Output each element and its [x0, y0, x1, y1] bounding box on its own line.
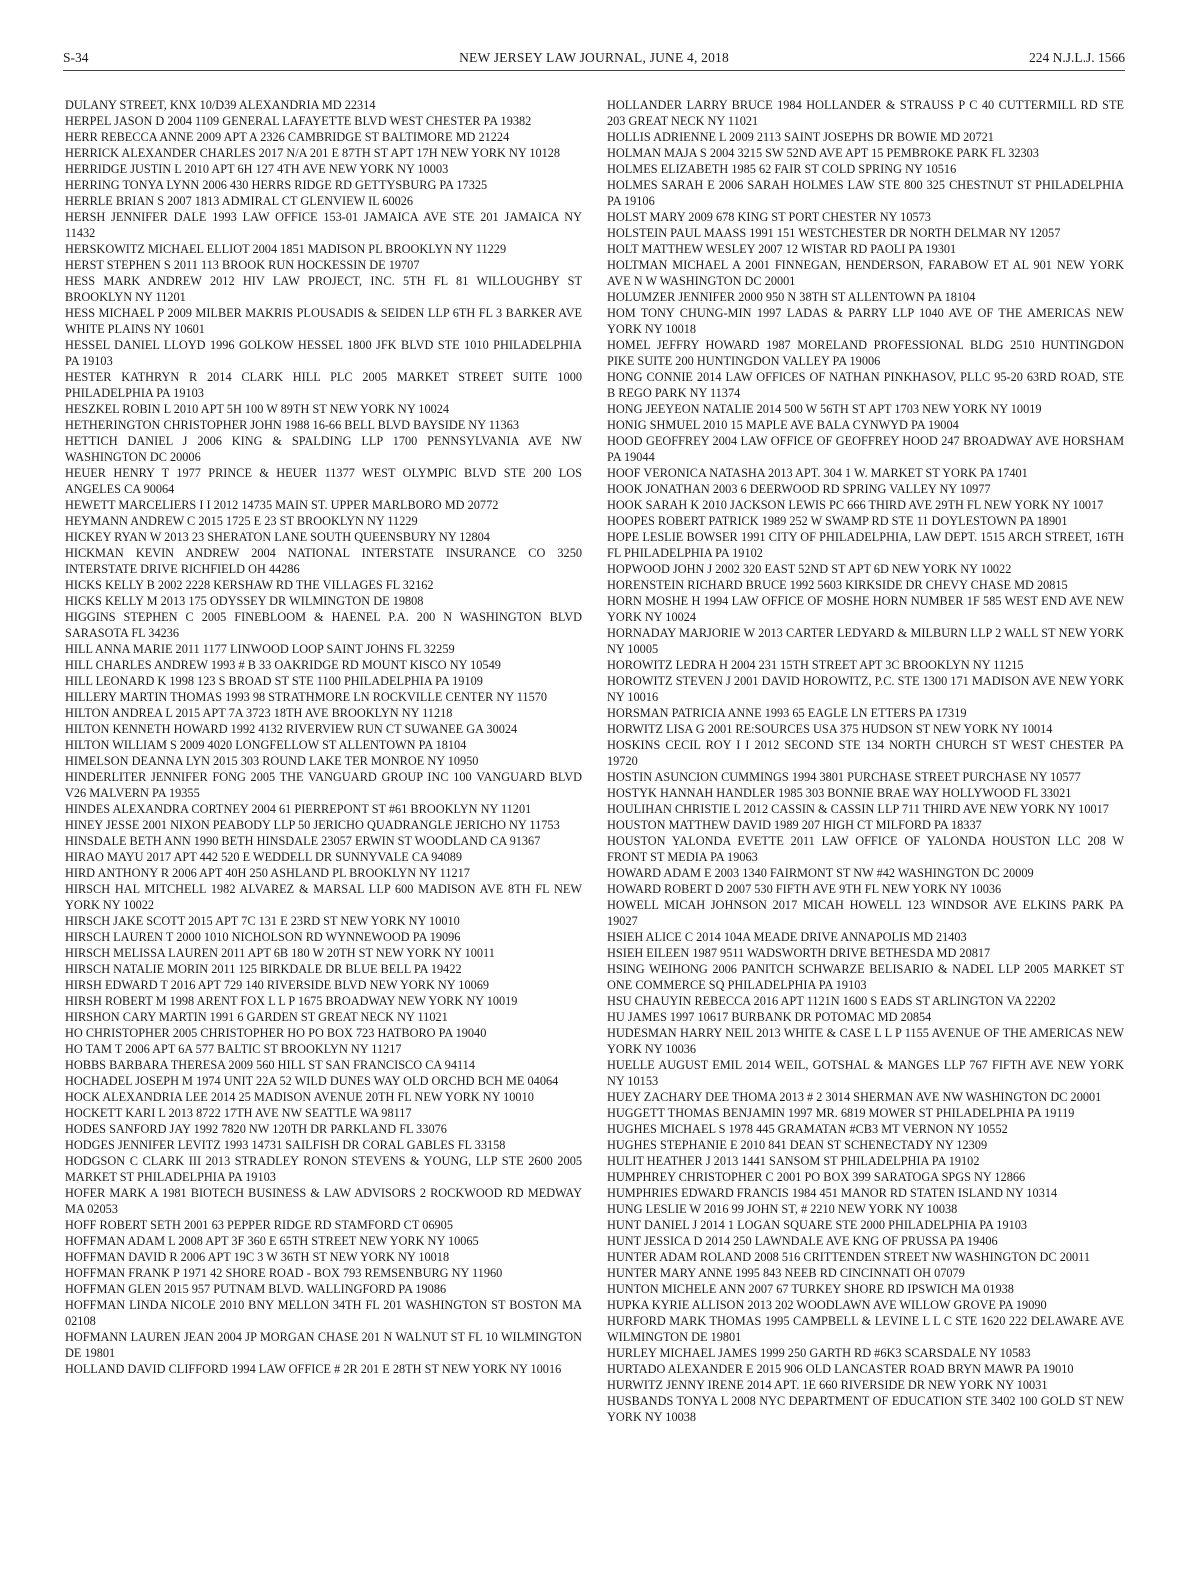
directory-entry: HOOK JONATHAN 2003 6 DEERWOOD RD SPRING VALLEY NY 10977 [607, 482, 991, 496]
directory-entry: HOOK SARAH K 2010 JACKSON LEWIS PC 666 THIRD AVE 29TH FL NEW YORK NY 10017 [607, 498, 1104, 512]
directory-entry: HURFORD MARK THOMAS 1995 CAMPBELL & LEVINE L L C STE 1620 222 DELAWARE AVE WILMINGTON DE 19801 [607, 1314, 1124, 1344]
directory-entry: HOSKINS CECIL ROY I I 2012 SECOND STE 134 NORTH CHURCH ST WEST CHESTER PA 19720 [607, 738, 1124, 768]
directory-entry: HERST STEPHEN S 2011 113 BROOK RUN HOCKESSIN DE 19707 [65, 258, 420, 272]
directory-entry: HIRSCH HAL MITCHELL 1982 ALVAREZ & MARSAL LLP 600 MADISON AVE 8TH FL NEW YORK NY 10022 [65, 882, 582, 912]
directory-entry: HETTICH DANIEL J 2006 KING & SPALDING LLP 1700 PENNSYLVANIA AVE NW WASHINGTON DC 20006 [65, 434, 582, 464]
directory-entry: HERRIDGE JUSTIN L 2010 APT 6H 127 4TH AVE NEW YORK NY 10003 [65, 162, 449, 176]
directory-entry: HIMELSON DEANNA LYN 2015 303 ROUND LAKE TER MONROE NY 10950 [65, 754, 479, 768]
directory-entry: HOFMANN LAUREN JEAN 2004 JP MORGAN CHASE 201 N WALNUT ST FL 10 WILMINGTON DE 19801 [65, 1330, 582, 1360]
directory-entry: HILTON ANDREA L 2015 APT 7A 3723 18TH AVE BROOKLYN NY 11218 [65, 706, 453, 720]
directory-entry: HIGGINS STEPHEN C 2005 FINEBLOOM & HAENEL P.A. 200 N WASHINGTON BLVD SARASOTA FL 34236 [65, 610, 582, 640]
directory-entry: HERR REBECCA ANNE 2009 APT A 2326 CAMBRIDGE ST BALTIMORE MD 21224 [65, 130, 510, 144]
directory-entry: HOWELL MICAH JOHNSON 2017 MICAH HOWELL 123 WINDSOR AVE ELKINS PARK PA 19027 [607, 898, 1124, 928]
directory-entry: HICKS KELLY M 2013 175 ODYSSEY DR WILMINGTON DE 19808 [65, 594, 424, 608]
directory-entry: HOFFMAN GLEN 2015 957 PUTNAM BLVD. WALLINGFORD PA 19086 [65, 1282, 447, 1296]
directory-entry: HSU CHAUYIN REBECCA 2016 APT 1121N 1600 S EADS ST ARLINGTON VA 22202 [607, 994, 1056, 1008]
directory-entry: HIRSCH MELISSA LAUREN 2011 APT 6B 180 W 20TH ST NEW YORK NY 10011 [65, 946, 495, 960]
directory-entry: HERPEL JASON D 2004 1109 GENERAL LAFAYETTE BLVD WEST CHESTER PA 19382 [65, 114, 532, 128]
directory-entry: HESTER KATHRYN R 2014 CLARK HILL PLC 2005 MARKET STREET SUITE 1000 PHILADELPHIA PA 19103 [65, 370, 582, 400]
directory-entry: HOCK ALEXANDRIA LEE 2014 25 MADISON AVENUE 20TH FL NEW YORK NY 10010 [65, 1090, 534, 1104]
directory-entry: HEYMANN ANDREW C 2015 1725 E 23 ST BROOKLYN NY 11229 [65, 514, 418, 528]
directory-entry: HONG JEEYEON NATALIE 2014 500 W 56TH ST APT 1703 NEW YORK NY 10019 [607, 402, 1042, 416]
directory-entry: HOPWOOD JOHN J 2002 320 EAST 52ND ST APT 6D NEW YORK NY 10022 [607, 562, 1012, 576]
directory-entry: HORSMAN PATRICIA ANNE 1993 65 EAGLE LN ETTERS PA 17319 [607, 706, 967, 720]
directory-entry: HOFER MARK A 1981 BIOTECH BUSINESS & LAW ADVISORS 2 ROCKWOOD RD MEDWAY MA 02053 [65, 1186, 582, 1216]
directory-entry: HIRSH EDWARD T 2016 APT 729 140 RIVERSIDE BLVD NEW YORK NY 10069 [65, 978, 490, 992]
directory-entry: HEWETT MARCELIERS I I 2012 14735 MAIN ST. UPPER MARLBORO MD 20772 [65, 498, 499, 512]
directory-entry: HESSEL DANIEL LLOYD 1996 GOLKOW HESSEL 1800 JFK BLVD STE 1010 PHILADELPHIA PA 19103 [65, 338, 582, 368]
directory-entry: HIRSCH JAKE SCOTT 2015 APT 7C 131 E 23RD ST NEW YORK NY 10010 [65, 914, 460, 928]
directory-entry: HONG CONNIE 2014 LAW OFFICES OF NATHAN PINKHASOV, PLLC 95-20 63RD ROAD, STE B REGO PARK NY 11374 [607, 370, 1124, 400]
directory-entry: HURWITZ JENNY IRENE 2014 APT. 1E 660 RIVERSIDE DR NEW YORK NY 10031 [607, 1378, 1048, 1392]
directory-entry: HURTADO ALEXANDER E 2015 906 OLD LANCASTER ROAD BRYN MAWR PA 19010 [607, 1362, 1074, 1376]
directory-entry: HOFF ROBERT SETH 2001 63 PEPPER RIDGE RD STAMFORD CT 06905 [65, 1218, 453, 1232]
directory-entry: HIRSH ROBERT M 1998 ARENT FOX L L P 1675 BROADWAY NEW YORK NY 10019 [65, 994, 518, 1008]
directory-entry: DULANY STREET, KNX 10/D39 ALEXANDRIA MD 22314 [65, 98, 376, 112]
directory-entry: HUEY ZACHARY DEE THOMA 2013 # 2 3014 SHERMAN AVE NW WASHINGTON DC 20001 [607, 1090, 1102, 1104]
directory-entry: HERSH JENNIFER DALE 1993 LAW OFFICE 153-01 JAMAICA AVE STE 201 JAMAICA NY 11432 [65, 210, 582, 240]
directory-entry: HOWARD ROBERT D 2007 530 FIFTH AVE 9TH FL NEW YORK NY 10036 [607, 882, 1002, 896]
directory-entry: HORN MOSHE H 1994 LAW OFFICE OF MOSHE HORN NUMBER 1F 585 WEST END AVE NEW YORK NY 10024 [607, 594, 1124, 624]
publication-title: NEW JERSEY LAW JOURNAL, JUNE 4, 2018 [459, 50, 729, 65]
directory-entry: HUNT JESSICA D 2014 250 LAWNDALE AVE KNG OF PRUSSA PA 19406 [607, 1234, 998, 1248]
directory-entry: HUGHES STEPHANIE E 2010 841 DEAN ST SCHENECTADY NY 12309 [607, 1138, 988, 1152]
directory-entry: HILTON KENNETH HOWARD 1992 4132 RIVERVIEW RUN CT SUWANEE GA 30024 [65, 722, 518, 736]
directory-entry: HINDES ALEXANDRA CORTNEY 2004 61 PIERREPONT ST #61 BROOKLYN NY 11201 [65, 802, 532, 816]
directory-entry: HUNG LESLIE W 2016 99 JOHN ST, # 2210 NEW YORK NY 10038 [607, 1202, 958, 1216]
directory-entry: HOROWITZ STEVEN J 2001 DAVID HOROWITZ, P.C. STE 1300 171 MADISON AVE NEW YORK NY 10016 [607, 674, 1124, 704]
directory-entry: HOOF VERONICA NATASHA 2013 APT. 304 1 W. MARKET ST YORK PA 17401 [607, 466, 1028, 480]
directory-entry: HOCHADEL JOSEPH M 1974 UNIT 22A 52 WILD DUNES WAY OLD ORCHD BCH ME 04064 [65, 1074, 559, 1088]
directory-entry: HINDERLITER JENNIFER FONG 2005 THE VANGUARD GROUP INC 100 VANGUARD BLVD V26 MALVERN PA 19355 [65, 770, 582, 800]
directory-entry: HESZKEL ROBIN L 2010 APT 5H 100 W 89TH ST NEW YORK NY 10024 [65, 402, 450, 416]
directory-entry: HORNADAY MARJORIE W 2013 CARTER LEDYARD & MILBURN LLP 2 WALL ST NEW YORK NY 10005 [607, 626, 1124, 656]
directory-entry: HOSTYK HANNAH HANDLER 1985 303 BONNIE BRAE WAY HOLLYWOOD FL 33021 [607, 786, 1072, 800]
directory-entry: HORENSTEIN RICHARD BRUCE 1992 5603 KIRKSIDE DR CHEVY CHASE MD 20815 [607, 578, 1068, 592]
directory-entry: HETHERINGTON CHRISTOPHER JOHN 1988 16-66 BELL BLVD BAYSIDE NY 11363 [65, 418, 519, 432]
directory-entry: HOLLIS ADRIENNE L 2009 2113 SAINT JOSEPHS DR BOWIE MD 20721 [607, 130, 994, 144]
directory-entry: HICKEY RYAN W 2013 23 SHERATON LANE SOUTH QUEENSBURY NY 12804 [65, 530, 490, 544]
directory-entry: HOFFMAN ADAM L 2008 APT 3F 360 E 65TH STREET NEW YORK NY 10065 [65, 1234, 479, 1248]
directory-entry: HO TAM T 2006 APT 6A 577 BALTIC ST BROOKLYN NY 11217 [65, 1042, 402, 1056]
directory-entry: HIRSHON CARY MARTIN 1991 6 GARDEN ST GREAT NECK NY 11021 [65, 1010, 448, 1024]
directory-entry: HERRLE BRIAN S 2007 1813 ADMIRAL CT GLENVIEW IL 60026 [65, 194, 414, 208]
page-number: S-34 [63, 50, 89, 65]
directory-entry: HURLEY MICHAEL JAMES 1999 250 GARTH RD #6K3 SCARSDALE NY 10583 [607, 1346, 1031, 1360]
directory-entry: HESS MICHAEL P 2009 MILBER MAKRIS PLOUSADIS & SEIDEN LLP 6TH FL 3 BARKER AVE WHITE PLAINS NY 10601 [65, 306, 582, 336]
directory-entry: HOLMES SARAH E 2006 SARAH HOLMES LAW STE 800 325 CHESTNUT ST PHILADELPHIA PA 19106 [607, 178, 1124, 208]
directory-entry: HOOPES ROBERT PATRICK 1989 252 W SWAMP RD STE 11 DOYLESTOWN PA 18901 [607, 514, 1068, 528]
directory-entry: HOFFMAN DAVID R 2006 APT 19C 3 W 36TH ST NEW YORK NY 10018 [65, 1250, 450, 1264]
directory-entry: HOLMAN MAJA S 2004 3215 SW 52ND AVE APT 15 PEMBROKE PARK FL 32303 [607, 146, 1039, 160]
directory-entry: HOCKETT KARI L 2013 8722 17TH AVE NW SEATTLE WA 98117 [65, 1106, 412, 1120]
directory-entry: HOULIHAN CHRISTIE L 2012 CASSIN & CASSIN LLP 711 THIRD AVE NEW YORK NY 10017 [607, 802, 1109, 816]
directory-entry: HIRAO MAYU 2017 APT 442 520 E WEDDELL DR SUNNYVALE CA 94089 [65, 850, 463, 864]
directory-entry: HUELLE AUGUST EMIL 2014 WEIL, GOTSHAL & MANGES LLP 767 FIFTH AVE NEW YORK NY 10153 [607, 1058, 1124, 1088]
directory-entry: HU JAMES 1997 10617 BURBANK DR POTOMAC MD 20854 [607, 1010, 932, 1024]
directory-entry: HOLST MARY 2009 678 KING ST PORT CHESTER NY 10573 [607, 210, 931, 224]
directory-entry: HONIG SHMUEL 2010 15 MAPLE AVE BALA CYNWYD PA 19004 [607, 418, 959, 432]
directory-entry: HOROWITZ LEDRA H 2004 231 15TH STREET APT 3C BROOKLYN NY 11215 [607, 658, 1024, 672]
directory-entry: HUGHES MICHAEL S 1978 445 GRAMATAN #CB3 MT VERNON NY 10552 [607, 1122, 1008, 1136]
left-column [65, 97, 582, 1377]
directory-entry: HOLLAND DAVID CLIFFORD 1994 LAW OFFICE # 2R 201 E 28TH ST NEW YORK NY 10016 [65, 1362, 562, 1376]
directory-entry: HILLERY MARTIN THOMAS 1993 98 STRATHMORE LN ROCKVILLE CENTER NY 11570 [65, 690, 548, 704]
directory-entry: HODGES JENNIFER LEVITZ 1993 14731 SAILFISH DR CORAL GABLES FL 33158 [65, 1138, 506, 1152]
directory-entry: HOSTIN ASUNCION CUMMINGS 1994 3801 PURCHASE STREET PURCHASE NY 10577 [607, 770, 1081, 784]
directory-entry: HOUSTON YALONDA EVETTE 2011 LAW OFFICE OF YALONDA HOUSTON LLC 208 W FRONT ST MEDIA PA 19063 [607, 834, 1124, 864]
directory-entry: HOLMES ELIZABETH 1985 62 FAIR ST COLD SPRING NY 10516 [607, 162, 957, 176]
directory-entry: HERSKOWITZ MICHAEL ELLIOT 2004 1851 MADISON PL BROOKLYN NY 11229 [65, 242, 507, 256]
directory-entry: HOWARD ADAM E 2003 1340 FAIRMONT ST NW #42 WASHINGTON DC 20009 [607, 866, 1034, 880]
page-header [63, 50, 1125, 71]
directory-entry: HICKS KELLY B 2002 2228 KERSHAW RD THE VILLAGES FL 32162 [65, 578, 434, 592]
directory-entry: HUSBANDS TONYA L 2008 NYC DEPARTMENT OF EDUCATION STE 3402 100 GOLD ST NEW YORK NY 10038 [607, 1394, 1124, 1424]
directory-entry: HSIEH ALICE C 2014 104A MEADE DRIVE ANNAPOLIS MD 21403 [607, 930, 967, 944]
directory-entry: HOLSTEIN PAUL MAASS 1991 151 WESTCHESTER DR NORTH DELMAR NY 12057 [607, 226, 1061, 240]
directory-entry: HODGSON C CLARK III 2013 STRADLEY RONON STEVENS & YOUNG, LLP STE 2600 2005 MARKET ST PHILADELPHIA PA 19103 [65, 1154, 582, 1184]
directory-entry: HOM TONY CHUNG-MIN 1997 LADAS & PARRY LLP 1040 AVE OF THE AMERICAS NEW YORK NY 10018 [607, 306, 1124, 336]
directory-entry: HSING WEIHONG 2006 PANITCH SCHWARZE BELISARIO & NADEL LLP 2005 MARKET ST ONE COMMERCE SQ PHILADELPHIA PA 19103 [607, 962, 1124, 992]
directory-entry: HUNTER MARY ANNE 1995 843 NEEB RD CINCINNATI OH 07079 [607, 1266, 965, 1280]
directory-entry: HOLTMAN MICHAEL A 2001 FINNEGAN, HENDERSON, FARABOW ET AL 901 NEW YORK AVE N W WASHINGTON DC 20001 [607, 258, 1124, 288]
directory-entry: HILL ANNA MARIE 2011 1177 LINWOOD LOOP SAINT JOHNS FL 32259 [65, 642, 455, 656]
directory-entry: HOFFMAN FRANK P 1971 42 SHORE ROAD - BOX 793 REMSENBURG NY 11960 [65, 1266, 503, 1280]
directory-entry: HUGGETT THOMAS BENJAMIN 1997 MR. 6819 MOWER ST PHILADELPHIA PA 19119 [607, 1106, 1075, 1120]
directory-entry: HUMPHRIES EDWARD FRANCIS 1984 451 MANOR RD STATEN ISLAND NY 10314 [607, 1186, 1058, 1200]
directory-entry: HUDESMAN HARRY NEIL 2013 WHITE & CASE L L P 1155 AVENUE OF THE AMERICAS NEW YORK NY 10036 [607, 1026, 1124, 1056]
directory-entry: HOMEL JEFFRY HOWARD 1987 MORELAND PROFESSIONAL BLDG 2510 HUNTINGDON PIKE SUITE 200 HUNTINGDON VALLEY PA 19006 [607, 338, 1124, 368]
directory-entry: HUNTER ADAM ROLAND 2008 516 CRITTENDEN STREET NW WASHINGTON DC 20011 [607, 1250, 1090, 1264]
directory-entry: HORWITZ LISA G 2001 RE:SOURCES USA 375 HUDSON ST NEW YORK NY 10014 [607, 722, 1053, 736]
right-column [607, 97, 1124, 1425]
directory-entry: HOBBS BARBARA THERESA 2009 560 HILL ST SAN FRANCISCO CA 94114 [65, 1058, 475, 1072]
directory-entry: HERRICK ALEXANDER CHARLES 2017 N/A 201 E 87TH ST APT 17H NEW YORK NY 10128 [65, 146, 561, 160]
directory-entry: HINEY JESSE 2001 NIXON PEABODY LLP 50 JERICHO QUADRANGLE JERICHO NY 11753 [65, 818, 560, 832]
directory-entry: HEUER HENRY T 1977 PRINCE & HEUER 11377 WEST OLYMPIC BLVD STE 200 LOS ANGELES CA 90064 [65, 466, 582, 496]
directory-entry: HILTON WILLIAM S 2009 4020 LONGFELLOW ST ALLENTOWN PA 18104 [65, 738, 467, 752]
directory-entry: HESS MARK ANDREW 2012 HIV LAW PROJECT, INC. 5TH FL 81 WILLOUGHBY ST BROOKLYN NY 11201 [65, 274, 582, 304]
directory-entry: HSIEH EILEEN 1987 9511 WADSWORTH DRIVE BETHESDA MD 20817 [607, 946, 991, 960]
directory-entry: HULIT HEATHER J 2013 1441 SANSOM ST PHILADELPHIA PA 19102 [607, 1154, 980, 1168]
directory-entry: HOPE LESLIE BOWSER 1991 CITY OF PHILADELPHIA, LAW DEPT. 1515 ARCH STREET, 16TH FL PHILADELPHIA PA 19102 [607, 530, 1124, 560]
directory-entry: HOOD GEOFFREY 2004 LAW OFFICE OF GEOFFREY HOOD 247 BROADWAY AVE HORSHAM PA 19044 [607, 434, 1124, 464]
directory-entry: HOLLANDER LARRY BRUCE 1984 HOLLANDER & STRAUSS P C 40 CUTTERMILL RD STE 203 GREAT NECK NY 11021 [607, 98, 1124, 128]
directory-entry: HICKMAN KEVIN ANDREW 2004 NATIONAL INTERSTATE INSURANCE CO 3250 INTERSTATE DRIVE RICHFIELD OH 44286 [65, 546, 582, 576]
directory-entry: HOFFMAN LINDA NICOLE 2010 BNY MELLON 34TH FL 201 WASHINGTON ST BOSTON MA 02108 [65, 1298, 582, 1328]
directory-entry: HIRSCH NATALIE MORIN 2011 125 BIRKDALE DR BLUE BELL PA 19422 [65, 962, 462, 976]
directory-entry: HOLT MATTHEW WESLEY 2007 12 WISTAR RD PAOLI PA 19301 [607, 242, 957, 256]
directory-entry: HODES SANFORD JAY 1992 7820 NW 120TH DR PARKLAND FL 33076 [65, 1122, 447, 1136]
directory-entry: HUNTON MICHELE ANN 2007 67 TURKEY SHORE RD IPSWICH MA 01938 [607, 1282, 1014, 1296]
directory-entry: HIRD ANTHONY R 2006 APT 40H 250 ASHLAND PL BROOKLYN NY 11217 [65, 866, 470, 880]
directory-entry: HERRING TONYA LYNN 2006 430 HERRS RIDGE RD GETTYSBURG PA 17325 [65, 178, 488, 192]
directory-entry: HUMPHREY CHRISTOPHER C 2001 PO BOX 399 SARATOGA SPGS NY 12866 [607, 1170, 1026, 1184]
directory-entry: HINSDALE BETH ANN 1990 BETH HINSDALE 23057 ERWIN ST WOODLAND CA 91367 [65, 834, 541, 848]
directory-entry: HUPKA KYRIE ALLISON 2013 202 WOODLAWN AVE WILLOW GROVE PA 19090 [607, 1298, 1047, 1312]
directory-entry: HILL CHARLES ANDREW 1993 # B 33 OAKRIDGE RD MOUNT KISCO NY 10549 [65, 658, 501, 672]
directory-entry: HOLUMZER JENNIFER 2000 950 N 38TH ST ALLENTOWN PA 18104 [607, 290, 976, 304]
directory-entry: HOUSTON MATTHEW DAVID 1989 207 HIGH CT MILFORD PA 18337 [607, 818, 982, 832]
directory-entry: HILL LEONARD K 1998 123 S BROAD ST STE 1100 PHILADELPHIA PA 19109 [65, 674, 483, 688]
directory-entry: HO CHRISTOPHER 2005 CHRISTOPHER HO PO BOX 723 HATBORO PA 19040 [65, 1026, 487, 1040]
directory-entry: HUNT DANIEL J 2014 1 LOGAN SQUARE STE 2000 PHILADELPHIA PA 19103 [607, 1218, 1028, 1232]
directory-entry: HIRSCH LAUREN T 2000 1010 NICHOLSON RD WYNNEWOOD PA 19096 [65, 930, 461, 944]
page-citation: 224 N.J.L.J. 1566 [1028, 50, 1125, 65]
